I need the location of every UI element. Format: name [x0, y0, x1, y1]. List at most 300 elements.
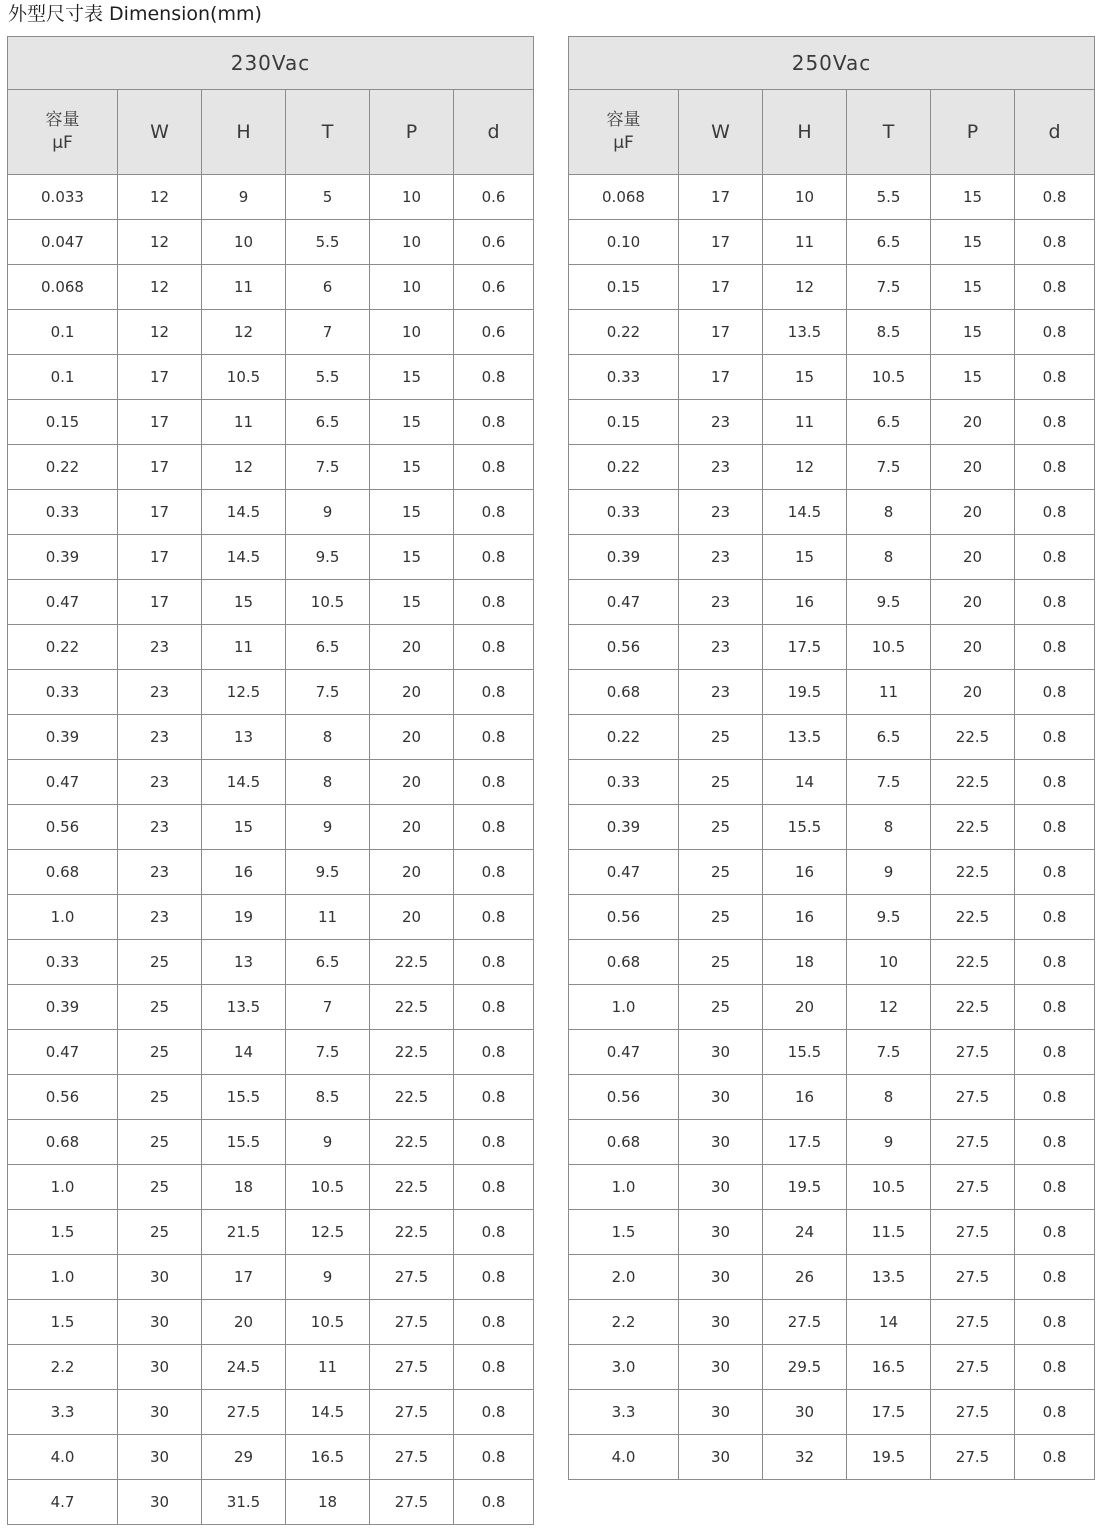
table-row: [8, 715, 534, 760]
table-row: [8, 1345, 534, 1390]
cell-t: 9: [286, 1255, 370, 1300]
cell-capacity: 1.0: [8, 895, 118, 940]
table-row: [569, 1390, 1095, 1435]
table-body: [569, 175, 1095, 1480]
table-row: [8, 1030, 534, 1075]
table-row: [569, 175, 1095, 220]
table-row: [8, 1255, 534, 1300]
cell-w: 25: [118, 1120, 202, 1165]
cell-w: 23: [118, 625, 202, 670]
cell-h: 29.5: [763, 1345, 847, 1390]
cell-capacity: 0.68: [8, 1120, 118, 1165]
cell-capacity: 2.0: [569, 1255, 679, 1300]
table-row: [8, 220, 534, 265]
cell-d: 0.8: [454, 490, 534, 535]
cell-w: 25: [118, 1210, 202, 1255]
table-row: [8, 760, 534, 805]
cell-capacity: 0.1: [8, 310, 118, 355]
cell-p: 20: [931, 535, 1015, 580]
table-row: [569, 625, 1095, 670]
cell-p: 27.5: [931, 1345, 1015, 1390]
cell-d: 0.8: [1015, 355, 1095, 400]
cell-w: 23: [118, 850, 202, 895]
cell-w: 23: [679, 445, 763, 490]
cell-h: 16: [763, 850, 847, 895]
table-row: [569, 265, 1095, 310]
cell-h: 10: [202, 220, 286, 265]
cell-p: 20: [370, 715, 454, 760]
cell-t: 9.5: [286, 535, 370, 580]
cell-w: 12: [118, 310, 202, 355]
cell-p: 20: [370, 760, 454, 805]
cell-t: 9.5: [847, 580, 931, 625]
table-row: [8, 175, 534, 220]
cell-h: 11: [202, 265, 286, 310]
cell-capacity: 1.0: [569, 985, 679, 1030]
cell-capacity: 0.39: [8, 715, 118, 760]
cell-capacity: 3.3: [569, 1390, 679, 1435]
table-row: [8, 445, 534, 490]
cell-h: 13: [202, 715, 286, 760]
table-row: [569, 760, 1095, 805]
cell-w: 30: [118, 1390, 202, 1435]
cell-w: 17: [118, 490, 202, 535]
cell-d: 0.8: [454, 400, 534, 445]
voltage-header: 250Vac: [569, 37, 1095, 90]
cell-p: 22.5: [370, 940, 454, 985]
cell-h: 30: [763, 1390, 847, 1435]
cell-h: 24.5: [202, 1345, 286, 1390]
cell-t: 6.5: [286, 940, 370, 985]
cell-p: 22.5: [370, 1165, 454, 1210]
table-row: [8, 625, 534, 670]
cell-t: 11: [847, 670, 931, 715]
capacity-unit: μF: [613, 133, 634, 153]
table-row: [569, 1300, 1095, 1345]
voltage-header: 230Vac: [8, 37, 534, 90]
column-header-t: T: [847, 90, 931, 175]
cell-w: 25: [679, 985, 763, 1030]
cell-capacity: 0.33: [8, 670, 118, 715]
cell-w: 30: [679, 1435, 763, 1480]
cell-h: 27.5: [763, 1300, 847, 1345]
cell-capacity: 0.47: [8, 580, 118, 625]
cell-w: 23: [118, 670, 202, 715]
cell-p: 15: [370, 535, 454, 580]
page-title: 外型尺寸表 Dimension(mm): [8, 3, 262, 25]
table-row: [569, 670, 1095, 715]
cell-capacity: 0.39: [8, 535, 118, 580]
cell-t: 11: [286, 1345, 370, 1390]
cell-t: 8: [847, 490, 931, 535]
cell-h: 13.5: [763, 310, 847, 355]
cell-d: 0.8: [1015, 445, 1095, 490]
cell-d: 0.8: [454, 1390, 534, 1435]
cell-w: 30: [118, 1435, 202, 1480]
table-row: [8, 1075, 534, 1120]
table-row: [569, 985, 1095, 1030]
cell-h: 15.5: [202, 1120, 286, 1165]
cell-t: 7.5: [847, 760, 931, 805]
table-row: [8, 1300, 534, 1345]
cell-capacity: 0.33: [8, 940, 118, 985]
cell-w: 23: [679, 490, 763, 535]
cell-d: 0.6: [454, 220, 534, 265]
cell-capacity: 0.39: [569, 535, 679, 580]
cell-d: 0.8: [1015, 895, 1095, 940]
cell-h: 18: [202, 1165, 286, 1210]
cell-d: 0.8: [1015, 850, 1095, 895]
cell-d: 0.8: [454, 1435, 534, 1480]
cell-w: 25: [118, 940, 202, 985]
capacity-label: 容量: [45, 110, 80, 130]
cell-p: 20: [370, 625, 454, 670]
cell-d: 0.8: [1015, 1300, 1095, 1345]
cell-p: 15: [370, 580, 454, 625]
cell-t: 10.5: [847, 355, 931, 400]
cell-capacity: 0.47: [8, 760, 118, 805]
table-row: [8, 535, 534, 580]
cell-h: 26: [763, 1255, 847, 1300]
cell-d: 0.8: [454, 985, 534, 1030]
cell-p: 10: [370, 220, 454, 265]
cell-capacity: 0.68: [569, 940, 679, 985]
cell-h: 13.5: [202, 985, 286, 1030]
cell-d: 0.6: [454, 265, 534, 310]
cell-d: 0.8: [1015, 490, 1095, 535]
cell-d: 0.8: [1015, 940, 1095, 985]
cell-w: 23: [679, 625, 763, 670]
cell-d: 0.8: [1015, 670, 1095, 715]
cell-d: 0.8: [1015, 1255, 1095, 1300]
cell-p: 22.5: [931, 715, 1015, 760]
cell-d: 0.8: [454, 805, 534, 850]
cell-t: 6.5: [847, 220, 931, 265]
cell-h: 24: [763, 1210, 847, 1255]
cell-d: 0.8: [454, 355, 534, 400]
cell-p: 15: [370, 400, 454, 445]
cell-d: 0.8: [454, 580, 534, 625]
cell-p: 10: [370, 175, 454, 220]
cell-h: 12: [202, 310, 286, 355]
cell-h: 14.5: [202, 760, 286, 805]
table-row: [8, 985, 534, 1030]
cell-h: 9: [202, 175, 286, 220]
cell-d: 0.8: [1015, 1435, 1095, 1480]
cell-capacity: 1.0: [8, 1165, 118, 1210]
cell-p: 10: [370, 265, 454, 310]
column-header-p: P: [370, 90, 454, 175]
table-row: [569, 1255, 1095, 1300]
cell-t: 8: [847, 805, 931, 850]
cell-p: 22.5: [931, 985, 1015, 1030]
cell-h: 32: [763, 1435, 847, 1480]
cell-w: 17: [118, 580, 202, 625]
cell-p: 27.5: [931, 1165, 1015, 1210]
cell-w: 25: [118, 1030, 202, 1075]
cell-d: 0.8: [454, 625, 534, 670]
cell-t: 5.5: [286, 220, 370, 265]
cell-t: 9: [286, 1120, 370, 1165]
column-header-row: [8, 90, 534, 175]
cell-p: 22.5: [931, 760, 1015, 805]
cell-capacity: 1.5: [569, 1210, 679, 1255]
table-row: [569, 715, 1095, 760]
cell-h: 31.5: [202, 1480, 286, 1525]
cell-capacity: 1.5: [8, 1300, 118, 1345]
column-header-d: d: [454, 90, 534, 175]
cell-d: 0.8: [454, 1165, 534, 1210]
cell-d: 0.8: [454, 1210, 534, 1255]
cell-p: 27.5: [931, 1300, 1015, 1345]
cell-t: 10.5: [847, 625, 931, 670]
cell-d: 0.8: [1015, 265, 1095, 310]
table-row: [569, 1120, 1095, 1165]
cell-t: 8: [286, 760, 370, 805]
cell-d: 0.8: [1015, 220, 1095, 265]
cell-capacity: 0.47: [569, 580, 679, 625]
cell-h: 18: [763, 940, 847, 985]
cell-t: 10: [847, 940, 931, 985]
cell-d: 0.8: [454, 850, 534, 895]
column-header-row: [569, 90, 1095, 175]
cell-d: 0.8: [1015, 625, 1095, 670]
cell-t: 8: [286, 715, 370, 760]
cell-h: 16: [202, 850, 286, 895]
cell-p: 27.5: [931, 1210, 1015, 1255]
cell-d: 0.8: [1015, 1030, 1095, 1075]
cell-h: 20: [763, 985, 847, 1030]
cell-capacity: 0.56: [8, 1075, 118, 1120]
cell-h: 11: [763, 400, 847, 445]
cell-capacity: 0.56: [569, 1075, 679, 1120]
cell-w: 17: [118, 400, 202, 445]
cell-t: 10.5: [286, 580, 370, 625]
cell-w: 17: [679, 310, 763, 355]
cell-h: 17: [202, 1255, 286, 1300]
cell-d: 0.8: [1015, 580, 1095, 625]
cell-t: 10.5: [847, 1165, 931, 1210]
table-row: [569, 805, 1095, 850]
cell-d: 0.8: [1015, 1345, 1095, 1390]
cell-w: 17: [679, 355, 763, 400]
capacity-label: 容量: [606, 110, 641, 130]
cell-t: 7.5: [286, 445, 370, 490]
cell-d: 0.8: [1015, 1120, 1095, 1165]
cell-d: 0.6: [454, 310, 534, 355]
cell-w: 30: [679, 1390, 763, 1435]
cell-h: 17.5: [763, 625, 847, 670]
table-row: [8, 670, 534, 715]
table-row: [8, 1210, 534, 1255]
cell-w: 17: [118, 535, 202, 580]
cell-w: 25: [679, 805, 763, 850]
table-row: [569, 355, 1095, 400]
cell-p: 22.5: [370, 1120, 454, 1165]
cell-capacity: 0.22: [8, 445, 118, 490]
cell-h: 16: [763, 895, 847, 940]
cell-capacity: 0.33: [569, 760, 679, 805]
cell-capacity: 0.68: [8, 850, 118, 895]
cell-capacity: 0.56: [569, 895, 679, 940]
cell-w: 25: [679, 850, 763, 895]
table-row: [8, 580, 534, 625]
cell-capacity: 0.47: [569, 1030, 679, 1075]
cell-d: 0.8: [454, 1255, 534, 1300]
cell-capacity: 0.068: [8, 265, 118, 310]
cell-capacity: 1.0: [569, 1165, 679, 1210]
cell-p: 15: [370, 490, 454, 535]
cell-d: 0.8: [1015, 400, 1095, 445]
cell-capacity: 0.22: [569, 310, 679, 355]
column-header-w: W: [679, 90, 763, 175]
cell-h: 15.5: [763, 805, 847, 850]
cell-p: 27.5: [931, 1075, 1015, 1120]
cell-t: 17.5: [847, 1390, 931, 1435]
cell-capacity: 0.33: [569, 355, 679, 400]
cell-p: 27.5: [370, 1255, 454, 1300]
dimension-table-panel-250vac: [568, 36, 1094, 1480]
cell-h: 15: [202, 805, 286, 850]
cell-w: 30: [679, 1255, 763, 1300]
cell-h: 10.5: [202, 355, 286, 400]
table-row: [8, 1390, 534, 1435]
cell-p: 15: [931, 355, 1015, 400]
cell-t: 8: [847, 535, 931, 580]
cell-capacity: 0.47: [569, 850, 679, 895]
cell-w: 25: [118, 1075, 202, 1120]
cell-capacity: 0.15: [8, 400, 118, 445]
cell-d: 0.8: [1015, 985, 1095, 1030]
cell-w: 30: [118, 1480, 202, 1525]
cell-capacity: 0.1: [8, 355, 118, 400]
cell-h: 27.5: [202, 1390, 286, 1435]
cell-capacity: 0.47: [8, 1030, 118, 1075]
table-row: [569, 445, 1095, 490]
cell-h: 29: [202, 1435, 286, 1480]
cell-t: 14: [847, 1300, 931, 1345]
cell-t: 7.5: [847, 445, 931, 490]
table-row: [569, 490, 1095, 535]
cell-h: 15: [763, 355, 847, 400]
cell-p: 22.5: [370, 1075, 454, 1120]
cell-capacity: 0.56: [8, 805, 118, 850]
cell-h: 11: [763, 220, 847, 265]
cell-w: 30: [679, 1075, 763, 1120]
cell-w: 23: [679, 670, 763, 715]
cell-capacity: 0.047: [8, 220, 118, 265]
cell-w: 30: [679, 1120, 763, 1165]
cell-w: 25: [118, 1165, 202, 1210]
cell-capacity: 0.10: [569, 220, 679, 265]
cell-t: 7.5: [286, 670, 370, 715]
cell-h: 15: [202, 580, 286, 625]
cell-d: 0.8: [454, 940, 534, 985]
cell-w: 17: [679, 175, 763, 220]
cell-capacity: 0.068: [569, 175, 679, 220]
cell-t: 6.5: [286, 625, 370, 670]
dimension-table-250vac: [568, 36, 1095, 1480]
cell-w: 30: [118, 1300, 202, 1345]
cell-t: 7: [286, 310, 370, 355]
cell-t: 7.5: [847, 265, 931, 310]
cell-capacity: 0.33: [569, 490, 679, 535]
table-row: [8, 1120, 534, 1165]
cell-capacity: 0.33: [8, 490, 118, 535]
cell-t: 12: [847, 985, 931, 1030]
cell-t: 10.5: [286, 1300, 370, 1345]
table-row: [8, 940, 534, 985]
cell-w: 23: [679, 400, 763, 445]
table-row: [569, 400, 1095, 445]
cell-t: 5.5: [286, 355, 370, 400]
cell-h: 15.5: [763, 1030, 847, 1075]
cell-p: 22.5: [931, 805, 1015, 850]
table-row: [569, 1030, 1095, 1075]
cell-h: 12: [763, 265, 847, 310]
table-row: [569, 1435, 1095, 1480]
table-row: [569, 310, 1095, 355]
table-row: [8, 490, 534, 535]
cell-capacity: 0.033: [8, 175, 118, 220]
cell-d: 0.8: [1015, 175, 1095, 220]
cell-p: 27.5: [370, 1480, 454, 1525]
cell-p: 22.5: [370, 1030, 454, 1075]
cell-d: 0.6: [454, 175, 534, 220]
table-row: [569, 850, 1095, 895]
cell-capacity: 0.39: [569, 805, 679, 850]
table-row: [8, 310, 534, 355]
cell-h: 14.5: [763, 490, 847, 535]
cell-capacity: 0.22: [8, 625, 118, 670]
cell-capacity: 0.68: [569, 1120, 679, 1165]
cell-d: 0.8: [1015, 535, 1095, 580]
cell-p: 15: [931, 310, 1015, 355]
cell-t: 9: [286, 805, 370, 850]
cell-h: 19: [202, 895, 286, 940]
cell-capacity: 0.56: [569, 625, 679, 670]
cell-w: 17: [679, 220, 763, 265]
cell-t: 9.5: [847, 895, 931, 940]
cell-p: 22.5: [931, 895, 1015, 940]
cell-h: 17.5: [763, 1120, 847, 1165]
dimension-table-panel-230vac: [7, 36, 533, 1525]
cell-t: 9: [847, 850, 931, 895]
cell-h: 14.5: [202, 490, 286, 535]
cell-t: 9.5: [286, 850, 370, 895]
cell-d: 0.8: [1015, 1210, 1095, 1255]
cell-p: 20: [370, 850, 454, 895]
cell-t: 5: [286, 175, 370, 220]
cell-w: 25: [679, 715, 763, 760]
cell-p: 27.5: [370, 1390, 454, 1435]
cell-h: 16: [763, 580, 847, 625]
cell-t: 8: [847, 1075, 931, 1120]
cell-h: 19.5: [763, 670, 847, 715]
cell-t: 9: [286, 490, 370, 535]
cell-t: 8.5: [286, 1075, 370, 1120]
cell-p: 20: [370, 670, 454, 715]
cell-p: 20: [931, 670, 1015, 715]
table-row: [8, 895, 534, 940]
cell-t: 10.5: [286, 1165, 370, 1210]
cell-h: 12: [763, 445, 847, 490]
cell-w: 12: [118, 175, 202, 220]
cell-t: 8.5: [847, 310, 931, 355]
table-row: [8, 1480, 534, 1525]
cell-d: 0.8: [1015, 805, 1095, 850]
cell-d: 0.8: [1015, 310, 1095, 355]
